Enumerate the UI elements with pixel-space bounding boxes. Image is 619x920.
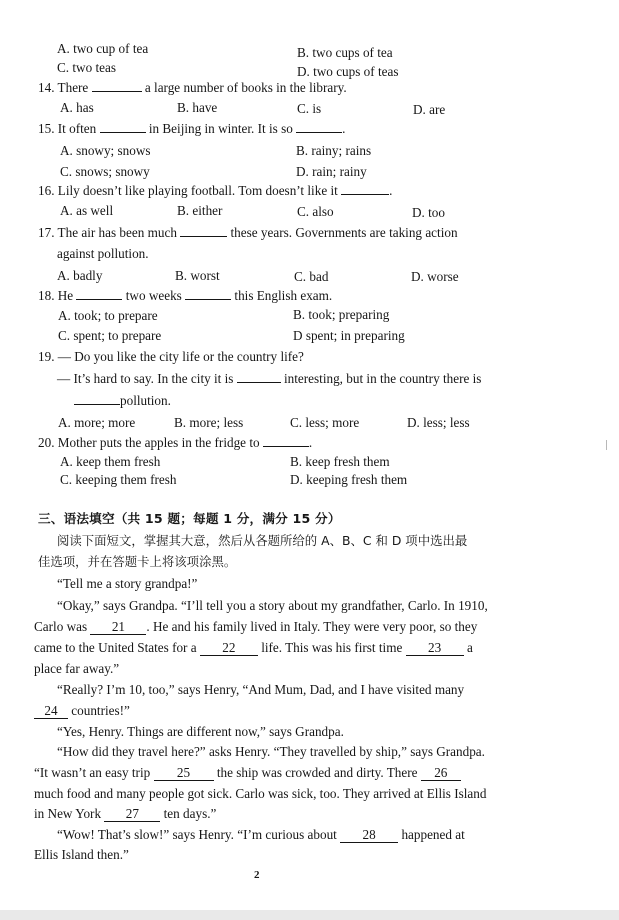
q15-option-c: C. snows; snowy — [60, 164, 150, 179]
blank-25: 25 — [154, 765, 214, 781]
passage-p6-line2: Ellis Island then.” — [34, 847, 129, 862]
passage-p4: “Yes, Henry. Things are different now,” says Grandpa. — [57, 724, 344, 739]
q16-stem-start: 16. Lily doesn’t like playing football. Tom doesn’t like it — [38, 183, 338, 198]
q17-stem-start: 17. The air has been much — [38, 225, 177, 240]
blank-23: 23 — [406, 640, 464, 656]
q16-stem — [38, 182, 392, 199]
q14-option-b: B. have — [177, 100, 218, 115]
q20-option-b: B. keep fresh them — [290, 454, 390, 469]
q14-option-d: D. are — [413, 102, 446, 117]
q18-option-d: D spent; in preparing — [293, 328, 405, 343]
q18-stem-start: 18. He — [38, 288, 74, 303]
passage-p5-line4 — [34, 805, 216, 822]
scan-edge-mark — [606, 440, 607, 450]
q18-stem-middle: two weeks — [125, 288, 182, 303]
q17-stem — [38, 224, 458, 241]
q14-stem — [38, 79, 347, 96]
q15-stem — [38, 120, 345, 137]
q18-stem-end: this English exam. — [234, 288, 333, 303]
answer-blank — [180, 224, 227, 237]
q17-stem-end: these years. Governments are taking action — [230, 225, 458, 240]
q15-stem-end: . — [342, 121, 346, 136]
blank-26: 26 — [421, 765, 461, 781]
q17-option-b: B. worst — [175, 268, 220, 283]
answer-blank — [296, 120, 342, 133]
q19-option-b: B. more; less — [174, 415, 244, 430]
answer-blank — [185, 287, 231, 300]
q14-option-c: C. is — [297, 101, 322, 116]
passage-p5-line1: “How did they travel here?” asks Henry. “They travelled by ship,” says Grandpa. — [57, 744, 485, 759]
passage-text: a — [466, 640, 473, 655]
answer-blank — [74, 392, 120, 405]
q19-dialogue-answer — [57, 370, 481, 387]
passage-text: in New York — [34, 806, 102, 821]
q15-stem-start: 15. It often — [38, 121, 97, 136]
q19-answer-end: interesting, but in the country there is — [284, 371, 482, 386]
blank-24: 24 — [34, 703, 68, 719]
blank-27: 27 — [104, 806, 160, 822]
passage-p3-line2 — [34, 702, 130, 719]
q18-option-a: A. took; to prepare — [58, 308, 158, 323]
passage-text: happened at — [401, 827, 465, 842]
q17-stem-line2: against pollution. — [57, 246, 149, 261]
passage-text: came to the United States for a — [34, 640, 197, 655]
section-instruction-line1: 阅读下面短文，掌握其大意，然后从各题所给的 A、B、C 和 D 项中选出最 — [57, 533, 468, 548]
q15-option-d: D. rain; rainy — [296, 164, 367, 179]
q16-option-d: D. too — [412, 205, 445, 220]
q13-option-a: A. two cup of tea — [57, 41, 149, 56]
q19-answer-start: — It’s hard to say. In the city it is — [57, 371, 234, 386]
blank-21: 21 — [90, 619, 146, 635]
passage-text: the ship was crowded and dirty. There — [216, 765, 418, 780]
q19-dialogue-question: 19. — Do you like the city life or the country life? — [38, 349, 304, 364]
passage-text: Carlo was — [34, 619, 88, 634]
q19-answer-line2-text: pollution. — [120, 393, 171, 408]
passage-text: life. This was his first time — [261, 640, 403, 655]
q16-option-b: B. either — [177, 203, 223, 218]
q13-option-b: B. two cups of tea — [297, 45, 393, 60]
q18-option-c: C. spent; to prepare — [58, 328, 162, 343]
q19-answer-line2 — [74, 392, 171, 409]
q16-stem-end: . — [389, 183, 393, 198]
section-instruction-line2: 佳选项，并在答题卡上将该项涂黑。 — [38, 554, 237, 569]
passage-p2-line2 — [34, 618, 477, 635]
q14-stem-start: 14. There — [38, 80, 89, 95]
page-number: 2 — [254, 869, 260, 881]
passage-p2-line3 — [34, 639, 473, 656]
passage-text: . He and his family lived in Italy. They were very poor, so they — [146, 619, 478, 634]
passage-text: “Wow! That’s slow!” says Henry. “I’m curious about — [57, 827, 337, 842]
passage-p6-line1 — [57, 826, 465, 843]
passage-p5-line3: much food and many people got sick. Carlo was sick, too. They arrived at Ellis Island — [34, 786, 487, 801]
q18-option-b: B. took; preparing — [293, 307, 390, 322]
q16-option-a: A. as well — [60, 203, 114, 218]
passage-text: “It wasn’t an easy trip — [34, 765, 151, 780]
q20-option-a: A. keep them fresh — [60, 454, 161, 469]
q16-option-c: C. also — [297, 204, 334, 219]
blank-22: 22 — [200, 640, 258, 656]
q20-stem-start: 20. Mother puts the apples in the fridge to — [38, 435, 260, 450]
q20-stem-end: . — [308, 435, 313, 450]
section-heading: 三、语法填空（共 15 题；每题 1 分，满分 15 分） — [38, 511, 341, 526]
q19-option-a: A. more; more — [58, 415, 136, 430]
answer-blank — [92, 79, 142, 92]
passage-p2-line1: “Okay,” says Grandpa. “I’ll tell you a story about my grandfather, Carlo. In 1910, — [57, 598, 488, 613]
scan-bottom-edge — [0, 910, 619, 920]
q19-option-d: D. less; less — [407, 415, 470, 430]
q19-option-c: C. less; more — [290, 415, 360, 430]
passage-text: ten days.” — [163, 806, 217, 821]
passage-p2-line4: place far away.” — [34, 661, 120, 676]
q17-option-a: A. badly — [57, 268, 103, 283]
q17-option-d: D. worse — [411, 269, 459, 284]
q15-option-a: A. snowy; snows — [60, 143, 151, 158]
q15-stem-middle: in Beijing in winter. It is so — [148, 121, 293, 136]
q20-stem — [38, 434, 312, 451]
answer-blank — [76, 287, 122, 300]
q18-stem — [38, 287, 332, 304]
answer-blank — [341, 182, 389, 195]
q14-stem-end: a large number of books in the library. — [144, 80, 347, 95]
q13-option-d: D. two cups of teas — [297, 64, 399, 79]
passage-p3-line1: “Really? I’m 10, too,” says Henry, “And Mum, Dad, and I have visited many — [57, 682, 465, 697]
blank-28: 28 — [340, 827, 398, 843]
passage-p1: “Tell me a story grandpa!” — [57, 576, 198, 591]
answer-blank — [100, 120, 146, 133]
q20-option-d: D. keeping fresh them — [290, 472, 408, 487]
q13-option-c: C. two teas — [57, 60, 116, 75]
passage-text: countries!” — [71, 703, 130, 718]
q15-option-b: B. rainy; rains — [296, 143, 372, 158]
q20-option-c: C. keeping them fresh — [60, 472, 177, 487]
passage-p5-line2 — [34, 764, 461, 781]
q14-option-a: A. has — [60, 100, 94, 115]
q17-option-c: C. bad — [294, 269, 329, 284]
answer-blank — [237, 370, 281, 383]
answer-blank — [263, 434, 309, 447]
